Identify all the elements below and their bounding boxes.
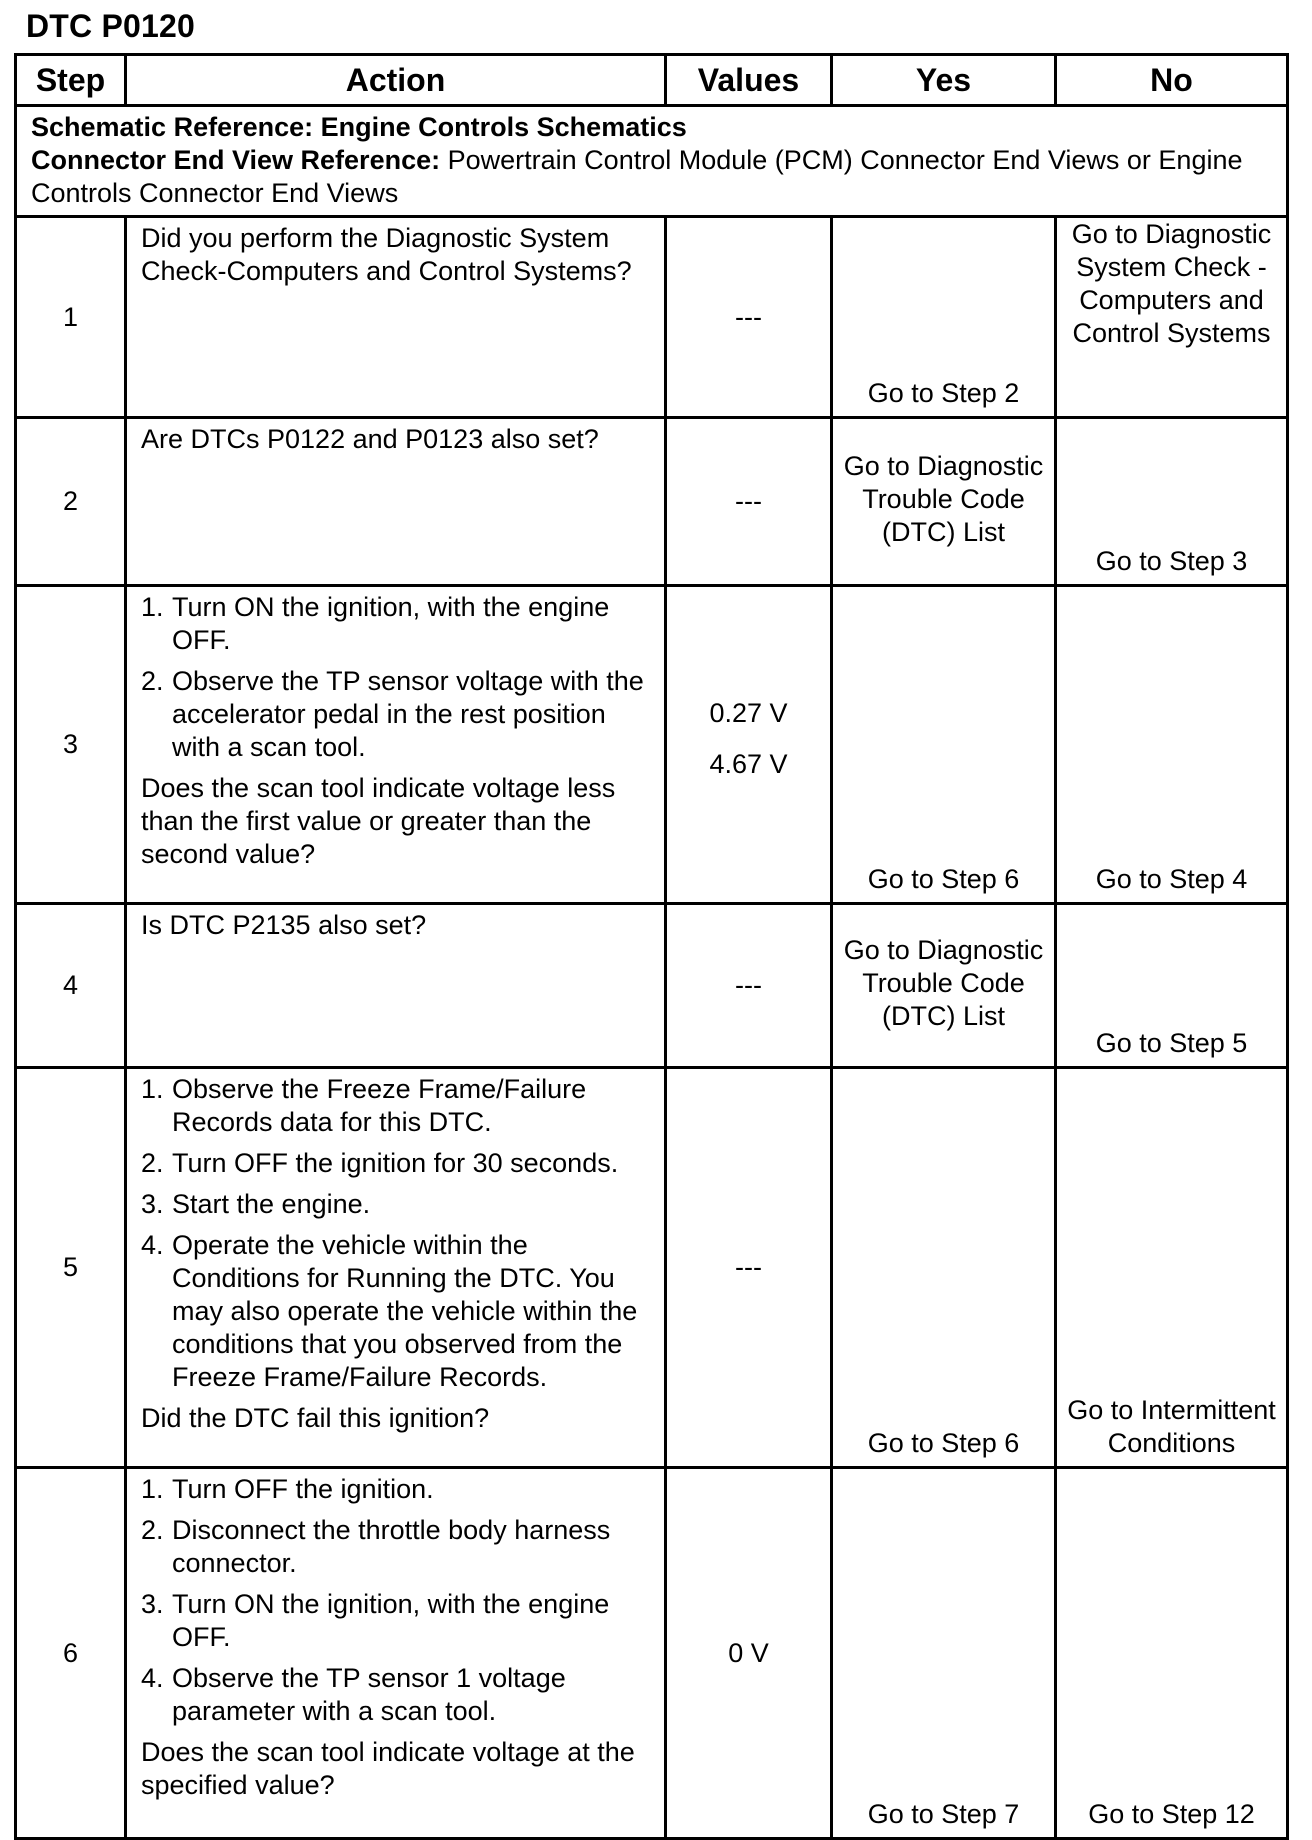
yes-cell: Go to Step 2	[832, 217, 1056, 418]
step-number: 2	[16, 418, 126, 586]
connector-reference-value: Powertrain Control Module (PCM) Connector End Views or Engine Controls Connector End Views	[31, 145, 1243, 208]
values-cell	[666, 1068, 832, 1468]
values-cell	[666, 904, 832, 1068]
step-number: 5	[16, 1068, 126, 1468]
column-header-action: Action	[126, 55, 666, 106]
list-item: 3. Turn ON the ignition, with the engine OFF.	[141, 1589, 610, 1652]
action-cell	[126, 1468, 666, 1839]
list-item-text: Disconnect the throttle body harness connector.	[172, 1515, 611, 1578]
schematic-reference-value: Engine Controls Schematics	[320, 112, 687, 142]
value-text: 4.67 V	[709, 748, 788, 779]
step-question: Does the scan tool indicate voltage less than the first value or greater than the second value?	[141, 773, 616, 869]
table-row	[16, 586, 1288, 904]
list-item: 1. Turn ON the ignition, with the engine OFF.	[141, 592, 610, 655]
list-item-text: Turn OFF the ignition.	[172, 1474, 434, 1504]
connector-reference	[31, 144, 1272, 210]
step-number: 4	[16, 904, 126, 1068]
value-text: 0 V	[728, 1637, 769, 1668]
action-cell	[126, 1068, 666, 1468]
value-text: ---	[735, 301, 762, 332]
no-cell: Go to Intermittent Conditions	[1056, 1068, 1288, 1468]
column-header-no: No	[1056, 55, 1288, 106]
action-cell	[126, 217, 666, 418]
yes-cell: Go to Step 6	[832, 1068, 1056, 1468]
values-cell	[666, 217, 832, 418]
schematic-reference	[31, 111, 1272, 144]
list-item: 2. Turn OFF the ignition for 30 seconds.	[141, 1148, 619, 1178]
list-item: 4. Observe the TP sensor 1 voltage parameter with a scan tool.	[141, 1663, 566, 1726]
list-item-text: Start the engine.	[172, 1189, 371, 1219]
step-number: 6	[16, 1468, 126, 1839]
action-list	[141, 591, 652, 764]
no-cell: Go to Diagnostic System Check - Computers and Control Systems	[1056, 217, 1288, 418]
list-item-text: Observe the TP sensor 1 voltage parameter with a scan tool.	[172, 1663, 566, 1726]
yes-cell: Go to Diagnostic Trouble Code (DTC) List	[832, 418, 1056, 586]
yes-cell: Go to Step 7	[832, 1468, 1056, 1839]
column-header-step: Step	[16, 55, 126, 106]
values-cell	[666, 418, 832, 586]
action-cell	[126, 586, 666, 904]
yes-cell: Go to Diagnostic Trouble Code (DTC) List	[832, 904, 1056, 1068]
value-text: 0.27 V	[709, 697, 788, 728]
value-text: ---	[735, 486, 762, 516]
list-item: 3. Start the engine.	[141, 1189, 371, 1219]
header-row	[16, 55, 1288, 106]
action-cell	[126, 418, 666, 586]
column-header-yes: Yes	[832, 55, 1056, 106]
value-text: ---	[735, 1252, 762, 1282]
no-cell: Go to Step 12	[1056, 1468, 1288, 1839]
table-row	[16, 904, 1288, 1068]
list-item: 2. Observe the TP sensor voltage with the accelerator pedal in the rest position with a scan tool.	[141, 666, 644, 762]
action-cell	[126, 904, 666, 1068]
table-row	[16, 418, 1288, 586]
list-item-text: Turn ON the ignition, with the engine OFF.	[172, 1589, 610, 1652]
list-item-text: Observe the Freeze Frame/Failure Records data for this DTC.	[172, 1074, 587, 1137]
step-question: Is DTC P2135 also set?	[141, 910, 427, 940]
step-question: Are DTCs P0122 and P0123 also set?	[141, 424, 599, 454]
step-question: Did you perform the Diagnostic System Check-Computers and Control Systems?	[141, 223, 632, 286]
list-item-text: Turn ON the ignition, with the engine OFF.	[172, 592, 610, 655]
step-question: Did the DTC fail this ignition?	[141, 1403, 490, 1433]
list-item-text: Turn OFF the ignition for 30 seconds.	[172, 1148, 619, 1178]
no-cell: Go to Step 5	[1056, 904, 1288, 1068]
step-question: Does the scan tool indicate voltage at the specified value?	[141, 1737, 635, 1800]
list-item: 1. Turn OFF the ignition.	[141, 1474, 434, 1504]
list-item: 1. Observe the Freeze Frame/Failure Records data for this DTC.	[141, 1074, 587, 1137]
column-header-values: Values	[666, 55, 832, 106]
document-title: DTC P0120	[26, 8, 195, 44]
step-number: 3	[16, 586, 126, 904]
yes-cell: Go to Step 6	[832, 586, 1056, 904]
values-cell	[666, 586, 832, 904]
schematic-reference-label: Schematic Reference:	[31, 112, 314, 142]
list-item: 2. Disconnect the throttle body harness connector.	[141, 1515, 611, 1578]
value-text: ---	[735, 970, 762, 1000]
diagnostic-table	[14, 53, 1289, 1840]
action-list	[141, 1073, 652, 1394]
table-row	[16, 1468, 1288, 1839]
no-cell: Go to Step 4	[1056, 586, 1288, 904]
no-cell: Go to Step 3	[1056, 418, 1288, 586]
step-number: 1	[16, 217, 126, 418]
table-row	[16, 217, 1288, 418]
list-item: 4. Operate the vehicle within the Conditions for Running the DTC. You may also operate the vehicle within the conditions that you observed from the Freeze Frame/Failure Records.	[141, 1230, 638, 1392]
reference-cell	[16, 106, 1288, 217]
reference-row	[16, 106, 1288, 217]
connector-reference-label: Connector End View Reference:	[31, 145, 441, 175]
list-item-text: Operate the vehicle within the Conditions for Running the DTC. You may also operate the vehicle within the conditions that you observed from the Freeze Frame/Failure Records.	[172, 1230, 638, 1392]
list-item-text: Observe the TP sensor voltage with the accelerator pedal in the rest position with a scan tool.	[172, 666, 644, 762]
action-list	[141, 1473, 652, 1728]
values-cell	[666, 1468, 832, 1839]
table-row	[16, 1068, 1288, 1468]
